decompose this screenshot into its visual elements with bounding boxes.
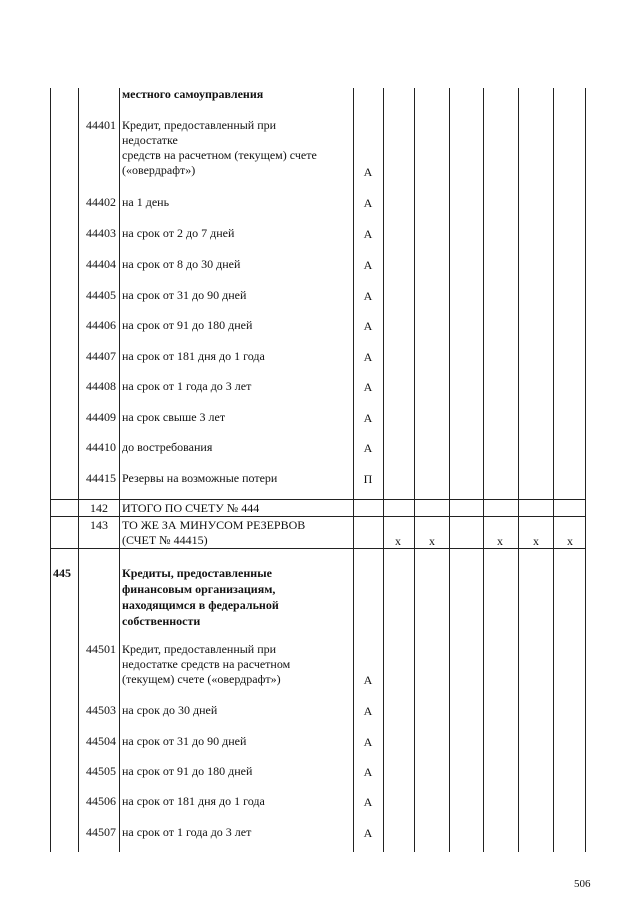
row-mark: А bbox=[363, 411, 373, 425]
column-rule bbox=[553, 88, 554, 852]
row-mark: А bbox=[363, 765, 373, 779]
section-title: местного самоуправления bbox=[122, 87, 264, 101]
row-text: (текущем) счете («овердрафт») bbox=[122, 672, 281, 686]
row-mark: П bbox=[363, 472, 373, 486]
row-code: 44401 bbox=[86, 118, 116, 132]
row-text: на срок до 30 дней bbox=[122, 703, 218, 717]
row-text: на срок от 181 дня до 1 года bbox=[122, 794, 265, 808]
row-mark: А bbox=[363, 258, 373, 272]
row-code: 44407 bbox=[86, 349, 116, 363]
row-mark: А bbox=[363, 826, 373, 840]
row-code: 44406 bbox=[86, 318, 116, 332]
x-mark: x bbox=[567, 534, 573, 548]
row-mark: А bbox=[363, 196, 373, 210]
row-text: на срок от 181 дня до 1 года bbox=[122, 349, 265, 363]
column-rule bbox=[50, 88, 51, 852]
column-rule bbox=[449, 88, 450, 852]
row-mark: А bbox=[363, 735, 373, 749]
row-code: 44405 bbox=[86, 288, 116, 302]
row-text: до востребования bbox=[122, 440, 213, 454]
row-code: 44402 bbox=[86, 195, 116, 209]
row-code: 44501 bbox=[86, 642, 116, 656]
account-title: находящимся в федеральной bbox=[122, 598, 279, 612]
column-rule bbox=[585, 88, 586, 852]
row-mark: А bbox=[363, 441, 373, 455]
row-rule bbox=[50, 499, 586, 500]
x-mark: x bbox=[429, 534, 435, 548]
row-mark: А bbox=[363, 380, 373, 394]
row-code: 44415 bbox=[86, 471, 116, 485]
row-mark: А bbox=[363, 165, 373, 179]
row-text: на срок от 8 до 30 дней bbox=[122, 257, 241, 271]
x-mark: x bbox=[497, 534, 503, 548]
page-number: 506 bbox=[574, 878, 591, 890]
net-text: (СЧЕТ № 44415) bbox=[122, 533, 208, 547]
row-text: («овердрафт») bbox=[122, 163, 196, 177]
x-mark: x bbox=[395, 534, 401, 548]
row-text: на срок от 31 до 90 дней bbox=[122, 288, 247, 302]
total-text: ИТОГО ПО СЧЕТУ № 444 bbox=[122, 501, 260, 515]
row-text: на срок от 31 до 90 дней bbox=[122, 734, 247, 748]
column-rule bbox=[353, 88, 354, 852]
net-text: ТО ЖЕ ЗА МИНУСОМ РЕЗЕРВОВ bbox=[122, 518, 306, 532]
row-code: 44505 bbox=[86, 764, 116, 778]
row-text: на 1 день bbox=[122, 195, 170, 209]
row-text: на срок свыше 3 лет bbox=[122, 410, 226, 424]
row-mark: А bbox=[363, 673, 373, 687]
row-text: на срок от 91 до 180 дней bbox=[122, 318, 253, 332]
row-mark: А bbox=[363, 319, 373, 333]
row-text: на срок от 1 года до 3 лет bbox=[122, 379, 252, 393]
row-mark: А bbox=[363, 795, 373, 809]
column-rule bbox=[383, 88, 384, 852]
row-text: на срок от 1 года до 3 лет bbox=[122, 825, 252, 839]
row-code: 44503 bbox=[86, 703, 116, 717]
row-code: 44403 bbox=[86, 226, 116, 240]
total-code: 142 bbox=[90, 501, 108, 515]
row-text: средств на расчетном (текущем) счете bbox=[122, 148, 317, 162]
row-text: Кредит, предоставленный при bbox=[122, 118, 277, 132]
column-rule bbox=[518, 88, 519, 852]
x-mark: x bbox=[533, 534, 539, 548]
row-code: 44506 bbox=[86, 794, 116, 808]
row-mark: А bbox=[363, 704, 373, 718]
column-rule bbox=[119, 88, 120, 852]
row-code: 44410 bbox=[86, 440, 116, 454]
row-code: 44507 bbox=[86, 825, 116, 839]
row-code: 44409 bbox=[86, 410, 116, 424]
row-text: Кредит, предоставленный при bbox=[122, 642, 277, 656]
account-number: 445 bbox=[53, 566, 71, 580]
row-mark: А bbox=[363, 350, 373, 364]
account-title: финансовым организациям, bbox=[122, 582, 276, 596]
account-title: Кредиты, предоставленные bbox=[122, 566, 272, 580]
account-title: собственности bbox=[122, 614, 201, 628]
row-text: недостатке средств на расчетном bbox=[122, 657, 291, 671]
row-text: Резервы на возможные потери bbox=[122, 471, 278, 485]
row-code: 44408 bbox=[86, 379, 116, 393]
row-code: 44404 bbox=[86, 257, 116, 271]
row-text: на срок от 91 до 180 дней bbox=[122, 764, 253, 778]
column-rule bbox=[483, 88, 484, 852]
row-mark: А bbox=[363, 227, 373, 241]
row-mark: А bbox=[363, 289, 373, 303]
row-text: на срок от 2 до 7 дней bbox=[122, 226, 235, 240]
row-text: недостатке bbox=[122, 133, 178, 147]
net-code: 143 bbox=[90, 518, 108, 532]
row-code: 44504 bbox=[86, 734, 116, 748]
column-rule bbox=[414, 88, 415, 852]
row-rule bbox=[50, 516, 586, 517]
